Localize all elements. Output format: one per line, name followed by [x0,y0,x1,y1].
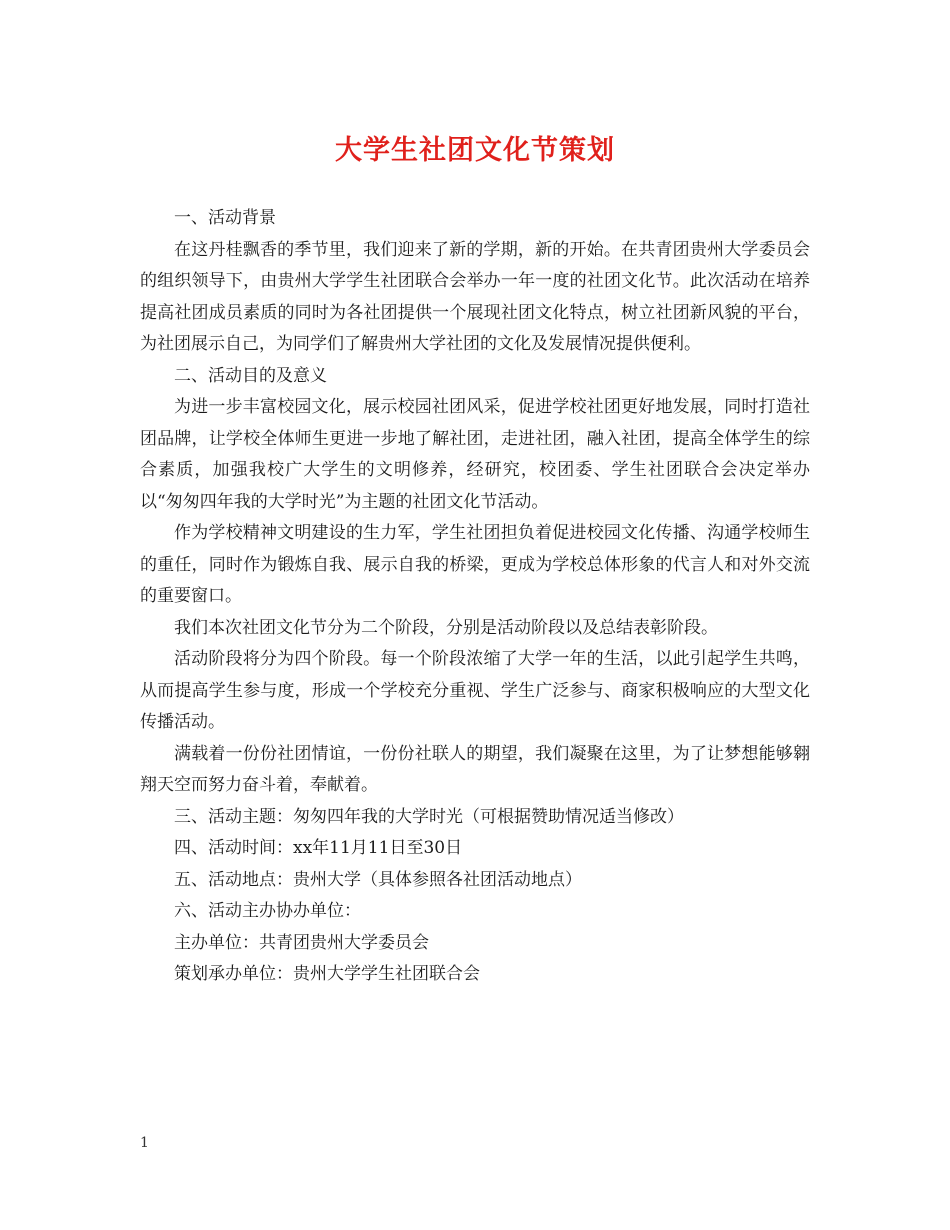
item-theme: 三、活动主题：匆匆四年我的大学时光（可根据赞助情况适当修改） [174,806,684,827]
item-host: 主办单位：共青团贵州大学委员会 [174,932,429,953]
section-heading-purpose: 二、活动目的及意义 [174,365,327,386]
page-number: 1 [140,1135,149,1151]
paragraph-background: 在这丹桂飘香的季节里，我们迎来了新的学期，新的开始。在共青团贵州大学委员会的组织领导下，由贵州大学学生社团联合会举办一年一度的社团文化节。此次活动在培养提高社团成员素质的同时为各社团提供一个展现社团文化特点，树立社团新风貌的平台，为社团展示自己，为同学们了解贵州大学社团的文化及发展情况提供便利。 [140,239,810,354]
paragraph-purpose: 为进一步丰富校园文化，展示校园社团风采，促进学校社团更好地发展，同时打造社团品牌，让学校全体师生更进一步地了解社团，走进社团，融入社团，提高全体学生的综合素质，加强我校广大学生的文明修养，经研究，校团委、学生社团联合会决定举办以“匆匆四年我的大学时光”为主题的社团文化节活动。 [140,397,810,512]
item-planner: 策划承办单位：贵州大学学生社团联合会 [174,964,480,984]
paragraph-stages: 我们本次社团文化节分为二个阶段，分别是活动阶段以及总结表彰阶段。 [174,617,718,638]
item-organizers: 六、活动主办协办单位： [174,901,361,921]
paragraph-activity-stages: 活动阶段将分为四个阶段。每一个阶段浓缩了大学一年的生活，以此引起学生共鸣，从而提高学生参与度，形成一个学校充分重视、学生广泛参与、商家积极响应的大型文化传播活动。 [140,649,810,732]
paragraph-closing: 满载着一份份社团情谊，一份份社联人的期望，我们凝聚在这里，为了让梦想能够翱翔天空而努力奋斗着，奉献着。 [140,743,810,795]
paragraph-role: 作为学校精神文明建设的生力军，学生社团担负着促进校园文化传播、沟通学校师生的重任，同时作为锻炼自我、展示自我的桥梁，更成为学校总体形象的代言人和对外交流的重要窗口。 [140,523,810,606]
item-time: 四、活动时间：xx年11月11日至30日 [174,838,463,858]
item-location: 五、活动地点：贵州大学（具体参照各社团活动地点） [174,869,582,890]
document-title: 大学生社团文化节策划 [335,135,615,166]
section-heading-background: 一、活动背景 [174,208,276,228]
document-body [140,203,810,991]
